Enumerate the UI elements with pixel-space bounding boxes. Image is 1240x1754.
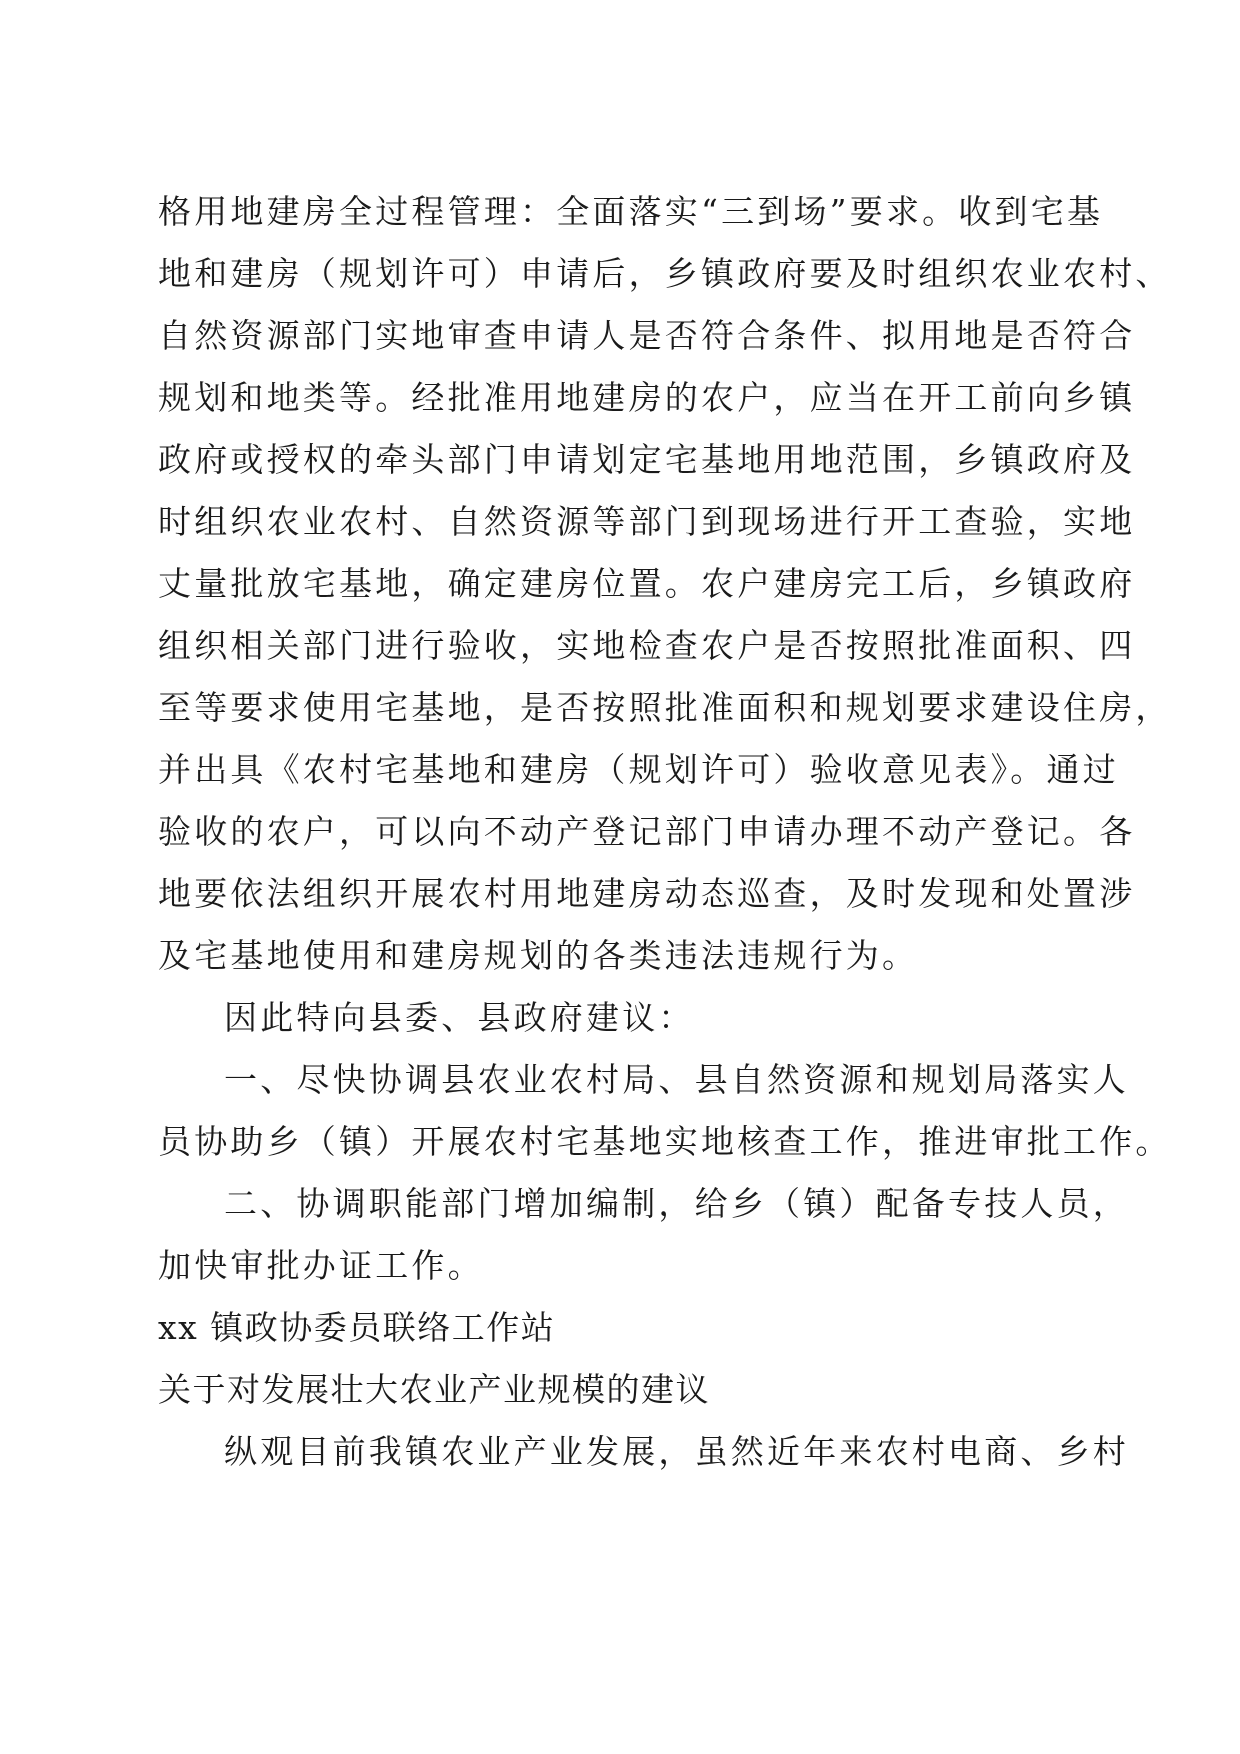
- recommendation-1-line: 员协助乡（镇）开展农村宅基地实地核查工作，推进审批工作。: [158, 1122, 1172, 1161]
- recommendation-2-line: 二、协调职能部门增加编制，给乡（镇）配备专技人员，: [224, 1184, 1129, 1223]
- body-text-line: 格用地建房全过程管理：全面落实“三到场”要求。收到宅基: [158, 192, 1104, 231]
- body-text-line: 规划和地类等。经批准用地建房的农户，应当在开工前向乡镇: [158, 378, 1136, 417]
- body-text-line: 纵观目前我镇农业产业发展，虽然近年来农村电商、乡村: [224, 1432, 1129, 1471]
- body-text-line: 并出具《农村宅基地和建房（规划许可）验收意见表》。通过: [158, 750, 1119, 789]
- recommendation-1-line: 一、尽快协调县农业农村局、县自然资源和规划局落实人: [224, 1060, 1129, 1099]
- body-text-line: 至等要求使用宅基地，是否按照批准面积和规划要求建设住房，: [158, 688, 1172, 727]
- section-title: 关于对发展壮大农业产业规模的建议: [158, 1370, 710, 1409]
- body-text-line: 及宅基地使用和建房规划的各类违法违规行为。: [158, 936, 919, 975]
- body-text-line: 地要依法组织开展农村用地建房动态巡查，及时发现和处置涉: [158, 874, 1136, 913]
- organization-name: xx 镇政协委员联络工作站: [158, 1308, 556, 1347]
- body-text-line: 验收的农户，可以向不动产登记部门申请办理不动产登记。各: [158, 812, 1136, 851]
- body-text-line: 政府或授权的牵头部门申请划定宅基地用地范围，乡镇政府及: [158, 440, 1136, 479]
- recommendation-2-line: 加快审批办证工作。: [158, 1246, 484, 1285]
- body-text-line: 丈量批放宅基地，确定建房位置。农户建房完工后，乡镇政府: [158, 564, 1136, 603]
- body-text-line: 时组织农业农村、自然资源等部门到现场进行开工查验，实地: [158, 502, 1136, 541]
- body-text-line: 地和建房（规划许可）申请后，乡镇政府要及时组织农业农村、: [158, 254, 1172, 293]
- paragraph-lead-line: 因此特向县委、县政府建议：: [224, 998, 695, 1037]
- body-text-line: 自然资源部门实地审查申请人是否符合条件、拟用地是否符合: [158, 316, 1136, 355]
- body-text-line: 组织相关部门进行验收，实地检查农户是否按照批准面积、四: [158, 626, 1136, 665]
